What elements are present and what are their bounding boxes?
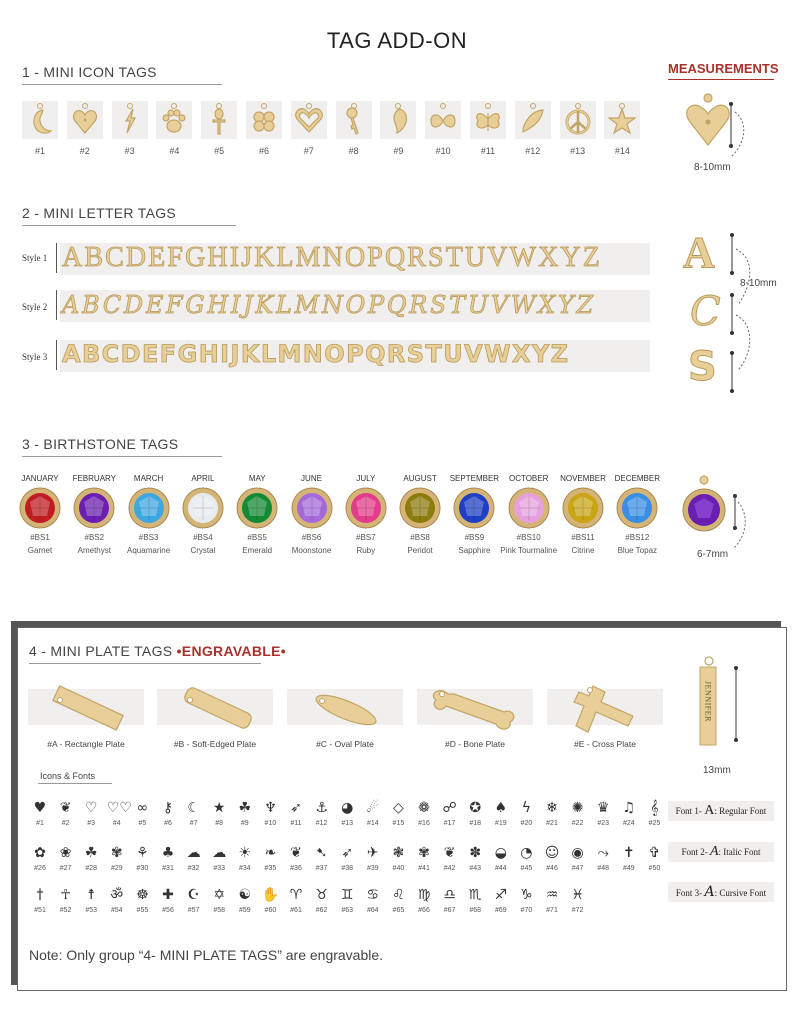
engrave-icon-number: #18 [469,820,482,827]
style-2-label: Style 2 [22,302,48,312]
engrave-icon: ◔ [520,845,533,861]
birthstone-code: #BS12 [625,533,650,542]
lightning-icon [112,101,148,139]
star-icon [604,101,640,139]
plate-tags-title [29,643,286,659]
icon-tag-number: #2 [79,146,90,156]
engrave-icon: ϟ [521,800,532,816]
engrave-icon-number: #12 [315,820,328,827]
birthstone-gem [235,486,279,530]
font-option-1 [668,801,774,821]
engrave-icon: ❄ [546,800,558,816]
engrave-icon: ❁ [418,800,430,816]
engrave-icon: ♆ [264,800,277,816]
engrave-icon: ◕ [341,800,354,816]
engrave-icon: ♉ [315,887,328,903]
font-1-name: : Regular Font [714,806,767,816]
icons-fonts-label: Icons & Fonts [40,771,96,781]
engrave-icon: ✡ [213,887,226,903]
style-2-band [60,290,650,322]
engrave-icon-number: #46 [546,865,558,872]
birthstone-name: Garnet [27,546,53,555]
engrave-icon: ☀ [238,845,252,861]
birthstone-tags-rule [22,456,222,457]
engrave-icon: ♡ [84,800,98,816]
birthstone-gem [72,486,116,530]
engrave-icon-number: #40 [392,865,405,872]
icon-measure-text: 8-10mm [694,162,731,173]
engrave-icon-number: #24 [622,820,635,827]
engrave-icon-number: #56 [162,907,174,914]
birthstone-name: Citrine [571,546,595,555]
engrave-icon: ♓ [571,887,584,903]
icon-tag-number: #1 [34,146,45,156]
icon-tag-number: #9 [393,146,404,156]
font-1-sample: A [704,803,715,818]
engrave-icon: ➷ [315,845,328,861]
engrave-icon: ✪ [469,800,482,816]
letter-sample-a: A [683,228,715,277]
plate-label: #B - Soft-Edged Plate [173,739,257,749]
icon-tag-number: #3 [124,146,135,156]
engrave-icon: ✾ [418,845,430,861]
birthstone-month: FEBRUARY [72,474,116,483]
oval-plate-shape [313,690,379,731]
style-1-band [60,243,650,275]
infinity-icon [425,101,461,139]
engrave-icon: ✞ [648,845,661,861]
butterfly-icon [470,101,506,139]
letter-measure-lines [722,225,772,395]
engrave-icon: ♈ [289,887,303,903]
letter-sample-c: C [690,289,721,335]
engrave-icon-number: #31 [162,865,174,872]
engrave-icon: ♋ [366,887,380,903]
clover-icon [246,101,282,139]
engrave-icon-number: #58 [213,907,226,914]
engrave-icon-number: #21 [546,820,558,827]
font-option-3 [668,882,774,902]
engravable-note: Note: Only group “4- MINI PLATE TAGS” are engravable. [29,947,384,963]
birthstone-month: APRIL [191,474,215,483]
birthstone-gem [561,486,605,530]
engrave-icon: † [36,887,44,903]
birthstone-measure-diagram [680,470,770,560]
birthstone-code: #BS9 [464,533,485,542]
engrave-icon: ✋ [261,887,280,903]
engrave-icon: ❧ [264,845,277,861]
engraving-text: JENNIFER [703,681,713,722]
birthstone-name: Emerald [242,546,273,555]
birthstone-month: DECEMBER [614,474,660,483]
engrave-icon: ☺ [544,845,560,861]
engrave-icon-number: #7 [189,820,198,827]
engrave-icon-number: #17 [443,820,456,827]
cross-plate-shape [574,686,633,732]
engrave-icon-number: #59 [238,907,251,914]
engrave-icon: ☘ [84,845,98,861]
plate-measure-line [732,664,742,744]
engrave-icon-number: #69 [494,907,507,914]
engrave-icon: ♌ [392,887,405,903]
icon-tag-number: #11 [480,146,496,156]
engrave-icon-number: #8 [215,820,224,827]
engrave-icon: ♡♡ [106,800,132,816]
plate-label: #E - Cross Plate [574,739,636,749]
engrave-icon-number: #6 [164,820,172,827]
engrave-icon-number: #32 [187,865,200,872]
engrave-icon: ✽ [469,845,482,861]
engrave-icon: 𝄞 [650,800,659,816]
engrave-icon: ☯ [238,887,252,903]
engrave-icon: ◇ [393,800,404,816]
engrave-icon-number: #48 [597,865,610,872]
style-3-letters: ABCDEFGHIJKLMNOPQRSTUVWXYZ [62,340,570,368]
engrave-icon-number: #52 [59,907,72,914]
engrave-icon: ♊ [340,887,354,903]
style-3-divider [56,340,57,370]
engrave-icon-number: #55 [136,907,149,914]
icon-tag-number: #8 [348,146,359,156]
engrave-icon-number: #57 [187,907,200,914]
engrave-icon-number: #19 [494,820,507,827]
birthstone-code: #BS6 [301,533,322,542]
engrave-icon: ✈ [366,845,379,861]
engrave-icon-number: #11 [290,820,302,827]
style-3-band [60,340,650,372]
engrave-icon-number: #42 [443,865,456,872]
engravable-badge: •ENGRAVABLE• [176,643,286,659]
engrave-icon-number: #44 [494,865,507,872]
plate-measure-text: 13mm [703,765,731,776]
plate-label: #D - Bone Plate [444,739,505,749]
heart-lock-icon [67,101,103,139]
engrave-icon-number: #68 [469,907,482,914]
engrave-icon-number: #34 [238,865,251,872]
engrave-icon: ∞ [136,800,149,816]
birthstone-gem [18,486,62,530]
plate-label: #A - Rectangle Plate [47,739,125,749]
font-option-2 [668,842,774,862]
engrave-icon: ♠ [494,800,508,816]
font-2-prefix: Font 2- [681,847,708,857]
engrave-icon-number: #3 [87,820,96,827]
engrave-icon: ♫ [622,800,636,816]
letter-tags-rule [22,225,236,226]
bone-plate-shape [433,691,513,729]
engrave-icon: ❃ [392,845,405,861]
birthstone-gem [127,486,171,530]
engrave-icon-number: #62 [315,907,328,914]
engrave-icon-number: #5 [138,820,147,827]
engrave-icon-number: #29 [110,865,123,872]
engrave-icon-number: #23 [597,820,610,827]
engrave-icon: ❦ [59,800,72,816]
birthstone-code: #BS1 [30,533,50,542]
peace-icon [560,101,596,139]
engrave-icon-number: #43 [469,865,482,872]
engrave-icon: ☁ [186,845,201,861]
engrave-icon-number: #61 [290,907,302,914]
engrave-icon-number: #50 [648,865,661,872]
engrave-icon-number: #2 [61,820,70,827]
birthstone-name: Ruby [356,546,376,555]
engrave-icon-number: #47 [571,865,584,872]
birthstone-month: SEPTEMBER [449,474,500,483]
engrave-icon: ♥ [33,800,47,816]
engrave-icon-number: #27 [59,865,72,872]
moon-icon [22,101,58,139]
birthstone-code: #BS10 [516,533,541,542]
measurements-underline [668,79,774,80]
birthstone-code: #BS4 [193,533,213,542]
engrave-icon-number: #64 [366,907,379,914]
birthstone-code: #BS7 [356,533,376,542]
engrave-icon: ➶ [290,800,302,816]
birthstone-month: MARCH [133,474,164,483]
birthstone-name: Crystal [190,546,216,555]
birthstone-code: #BS2 [84,533,105,542]
plate-label: #C - Oval Plate [316,739,374,749]
engrave-icon: ⤳ [597,845,609,861]
birthstone-name: Pink Tourmaline [500,546,558,555]
engrave-icon: ❦ [443,845,456,861]
engrave-icon-number: #45 [520,865,533,872]
engrave-icon: ✚ [162,887,174,903]
engrave-icon-number: #36 [290,865,302,872]
icons-fonts-rule [38,783,112,784]
engrave-icon-number: #20 [520,820,533,827]
icon-tag-number: #4 [169,146,180,156]
birthstone-gem [181,486,225,530]
birthstone-tags-title: 3 - BIRTHSTONE TAGS [22,436,179,452]
engrave-icon-number: #38 [341,865,354,872]
birthstone-name: Blue Topaz [617,546,658,555]
engrave-icon-number: #53 [85,907,98,914]
engrave-icon-number: #49 [622,865,635,872]
engrave-icon: ♏ [468,887,482,903]
heart-outline-icon [291,101,327,139]
style-1-label: Style 1 [22,253,48,263]
engrave-icon-number: #35 [264,865,277,872]
soft-edged-plate-shape [183,686,253,730]
engrave-icon: ♣ [161,845,175,861]
engrave-icon: ✺ [571,800,584,816]
font-2-sample: A [709,844,719,859]
engrave-icon: ✿ [34,845,46,861]
style-1-divider [56,243,57,273]
engrave-icon: ♍ [417,887,431,903]
engrave-icon: ◒ [494,845,507,861]
icon-tag-number: #10 [435,146,451,156]
engrave-icon: ☪ [187,887,200,903]
birthstone-code: #BS8 [410,533,430,542]
letter-measure-text: 8-10mm [740,278,777,289]
birthstone-gem [398,486,442,530]
font-1-prefix: Font 1- [675,806,702,816]
engrave-icon: ✾ [110,845,123,861]
engrave-icon: ◉ [571,845,584,861]
plate-tags-rule [29,663,261,664]
birthstone-month: JUNE [301,474,322,483]
icon-tag-number: #6 [258,146,269,156]
engrave-icon-number: #26 [34,865,46,872]
engrave-icon: ⚘ [136,845,149,861]
engrave-icon: ☨ [87,887,95,903]
icon-tag-number: #12 [525,146,541,156]
engrave-icon-number: #28 [85,865,98,872]
engrave-icon: ☥ [60,887,71,903]
engrave-icon: ❦ [290,845,302,861]
ankh-icon [201,101,237,139]
birthstone-name: Moonstone [291,546,332,555]
engrave-icon-number: #54 [110,907,123,914]
engrave-icon-number: #71 [546,907,558,914]
birthstone-gem [452,486,496,530]
wing-icon [380,101,416,139]
birthstone-name: Peridot [407,546,433,555]
font-3-name: : Cursive Font [714,888,767,898]
rectangle-plate-shape [53,686,123,730]
engrave-icon-number: #30 [136,865,149,872]
engrave-icon: ⚓ [315,800,328,816]
birthstone-month: AUGUST [403,474,437,483]
engrave-icon: ❀ [59,845,72,861]
birthstone-month: MAY [248,474,266,483]
engrave-icon-number: #39 [366,865,379,872]
birthstone-code: #BS11 [571,533,595,542]
engrave-icon-number: #33 [213,865,226,872]
engrave-icon-number: #4 [112,820,121,827]
birthstone-gem [344,486,388,530]
engrave-icon-number: #65 [392,907,405,914]
engrave-icon: ➶ [341,845,354,861]
birthstone-month: JANUARY [21,474,59,483]
engrave-icon-number: #41 [418,865,430,872]
engrave-icon-number: #25 [648,820,661,827]
engrave-icon: ☘ [238,800,252,816]
engrave-icon-number: #37 [315,865,328,872]
paw-icon [156,101,192,139]
icon-tag-number: #5 [214,146,225,156]
engrave-icon-number: #13 [341,820,354,827]
style-1-letters: ABCDEFGHIJKLMNOPQRSTUVWXYZ [62,243,602,273]
letter-tags-title: 2 - MINI LETTER TAGS [22,205,177,221]
engrave-icon-number: #51 [34,907,46,914]
engrave-icon-number: #63 [341,907,354,914]
engrave-icon: ☄ [366,800,380,816]
engrave-icon-number: #1 [36,820,44,827]
birthstone-gem [507,486,551,530]
birthstone-code: #BS3 [138,533,159,542]
birthstone-name: Aquamarine [127,546,171,555]
birthstone-measure-text: 6-7mm [697,549,729,560]
icon-tags-title: 1 - MINI ICON TAGS [22,64,157,80]
key-icon [336,101,372,139]
engraved-plate-sample [698,655,718,745]
engrave-icon: ♑ [520,887,533,903]
engrave-icon-number: #66 [418,907,430,914]
page-title: TAG ADD-ON [326,28,468,53]
style-2-letters: ABCDEFGHIJKLMNOPQRSTUVWXYZ [62,291,596,319]
icon-tags-rule [22,84,222,85]
letter-sample-s: S [688,344,717,390]
feather-icon [515,101,551,139]
style-3-label: Style 3 [22,352,48,362]
engrave-icon: ♛ [596,800,610,816]
font-3-sample: A [704,884,715,900]
engrave-icon: ☍ [442,800,457,816]
measurements-heading: MEASUREMENTS [668,61,779,76]
engrave-icon-number: #16 [418,820,430,827]
engrave-icon: ☁ [212,845,227,861]
engrave-icon: ✝ [622,845,635,861]
icon-tag-number: #14 [614,146,630,156]
engrave-icon-number: #60 [264,907,277,914]
font-2-name: : Italic Font [718,847,761,857]
engrave-icon-number: #14 [366,820,379,827]
plate-tags-title-text: 4 - MINI PLATE TAGS [29,643,173,659]
engrave-icon: ★ [212,800,226,816]
engrave-icon: ♒ [545,887,559,903]
engrave-icon: ☸ [136,887,149,903]
birthstone-gem [615,486,659,530]
birthstone-month: NOVEMBER [560,474,606,483]
style-2-divider [56,290,57,320]
birthstone-gem [290,486,334,530]
engrave-icon: ♐ [494,887,508,903]
plate-shapes [28,680,678,740]
engrave-icon: ⚷ [162,800,174,816]
birthstone-name: Amethyst [77,546,111,555]
font-3-prefix: Font 3- [675,888,703,898]
engrave-icon-number: #10 [264,820,277,827]
icon-tag-number: #13 [570,146,586,156]
engrave-icon: ♎ [443,887,456,903]
engrave-icon-number: #22 [571,820,584,827]
birthstone-code: #BS5 [247,533,267,542]
engrave-icon-number: #9 [240,820,249,827]
engrave-icon: ☾ [187,800,200,816]
engrave-icon: ॐ [110,887,124,903]
icon-tag-number: #7 [303,146,314,156]
engrave-icon-number: #72 [571,907,584,914]
birthstone-month: JULY [356,474,376,483]
birthstone-month: OCTOBER [508,474,549,483]
engrave-icon-number: #15 [392,820,405,827]
birthstone-name: Sapphire [458,546,491,555]
engrave-icon-number: #70 [520,907,533,914]
engrave-icon-number: #67 [443,907,456,914]
